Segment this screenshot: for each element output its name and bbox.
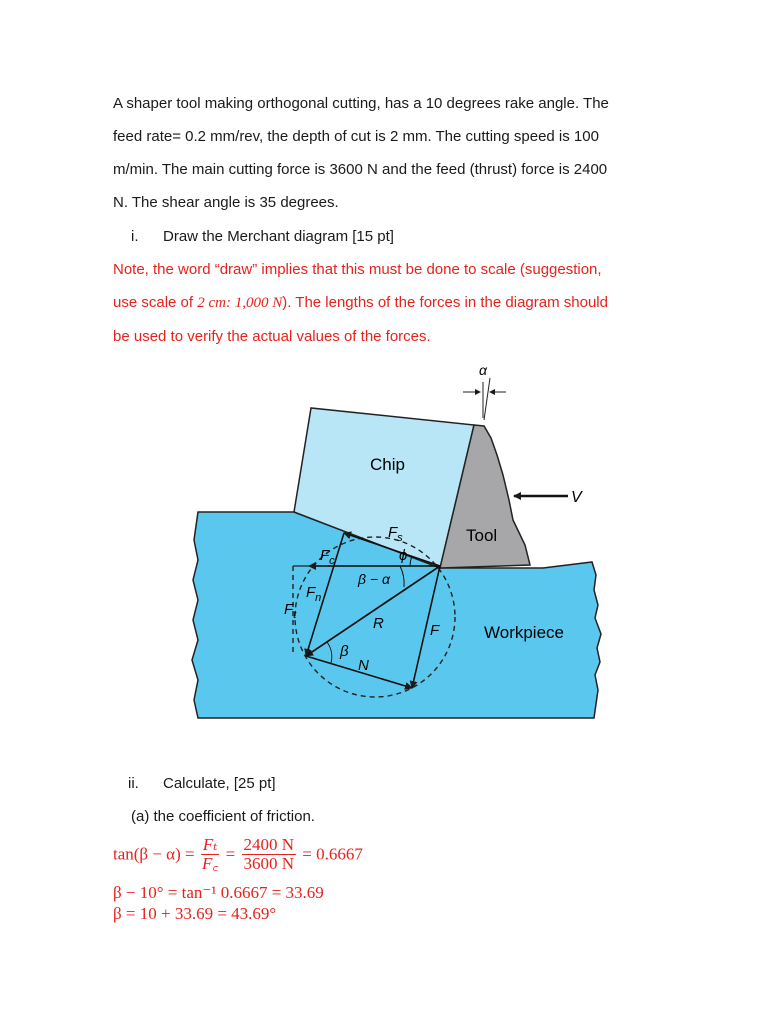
- tool-label: Tool: [466, 526, 498, 545]
- problem-line: N. The shear angle is 35 degrees.: [113, 194, 339, 211]
- f-label: F: [430, 622, 440, 639]
- r-label: R: [373, 615, 384, 632]
- velocity-label: V: [571, 489, 582, 506]
- n-label: N: [358, 657, 369, 674]
- eq1-equals: =: [225, 844, 236, 864]
- fraction-numerator: 2400 N: [243, 835, 295, 854]
- note-line: Note, the word “draw” implies that this must be done to scale (suggestion,: [113, 261, 602, 278]
- chip-label: Chip: [370, 455, 405, 474]
- eq1-result: = 0.6667: [302, 844, 363, 864]
- problem-line: feed rate= 0.2 mm/rev, the depth of cut is 2 mm. The cutting speed is 100: [113, 128, 599, 145]
- rake-angle-indicator: [463, 378, 506, 420]
- note-line: be used to verify the actual values of the forces.: [113, 328, 431, 345]
- fraction-ft-fc: [201, 836, 220, 873]
- fraction-values: [242, 836, 297, 873]
- eq1-lhs: tan(β − α) =: [113, 844, 195, 864]
- fs-label: $F_s$: [388, 524, 403, 544]
- ft-label: $F_t$: [284, 601, 297, 621]
- note-scale: 2 cm: 1,000 N: [197, 295, 283, 311]
- alpha-label: α: [479, 362, 487, 378]
- equation-2: β − 10° = tan⁻¹ 0.6667 = 33.69: [113, 883, 324, 902]
- part-a-text: (a) the coefficient of friction.: [131, 808, 315, 825]
- fraction-numerator: Fₜ: [202, 835, 218, 854]
- workpiece-label: Workpiece: [484, 623, 564, 642]
- beta-minus-alpha-label: β − α: [358, 571, 390, 587]
- note-text: use scale of: [113, 294, 198, 311]
- phi-label: ϕ: [399, 547, 408, 564]
- equation-1: [113, 836, 363, 873]
- fraction-denominator: F꜀: [201, 854, 219, 873]
- fraction-denominator: 3600 N: [243, 854, 295, 873]
- equation-3: β = 10 + 33.69 = 43.69°: [113, 904, 277, 923]
- fn-label: $F_n$: [306, 584, 322, 604]
- part-i-number: i.: [131, 228, 139, 245]
- problem-line: A shaper tool making orthogonal cutting, has a 10 degrees rake angle. The: [113, 95, 609, 112]
- beta-label: β: [340, 643, 349, 660]
- part-ii-text: Calculate, [25 pt]: [163, 775, 276, 792]
- part-ii-number: ii.: [128, 775, 139, 792]
- part-i-text: Draw the Merchant diagram [15 pt]: [163, 228, 394, 245]
- note-text: ). The lengths of the forces in the diagram should: [282, 294, 608, 311]
- problem-line: m/min. The main cutting force is 3600 N and the feed (thrust) force is 2400: [113, 161, 608, 178]
- fc-label: $F_c$: [320, 547, 335, 567]
